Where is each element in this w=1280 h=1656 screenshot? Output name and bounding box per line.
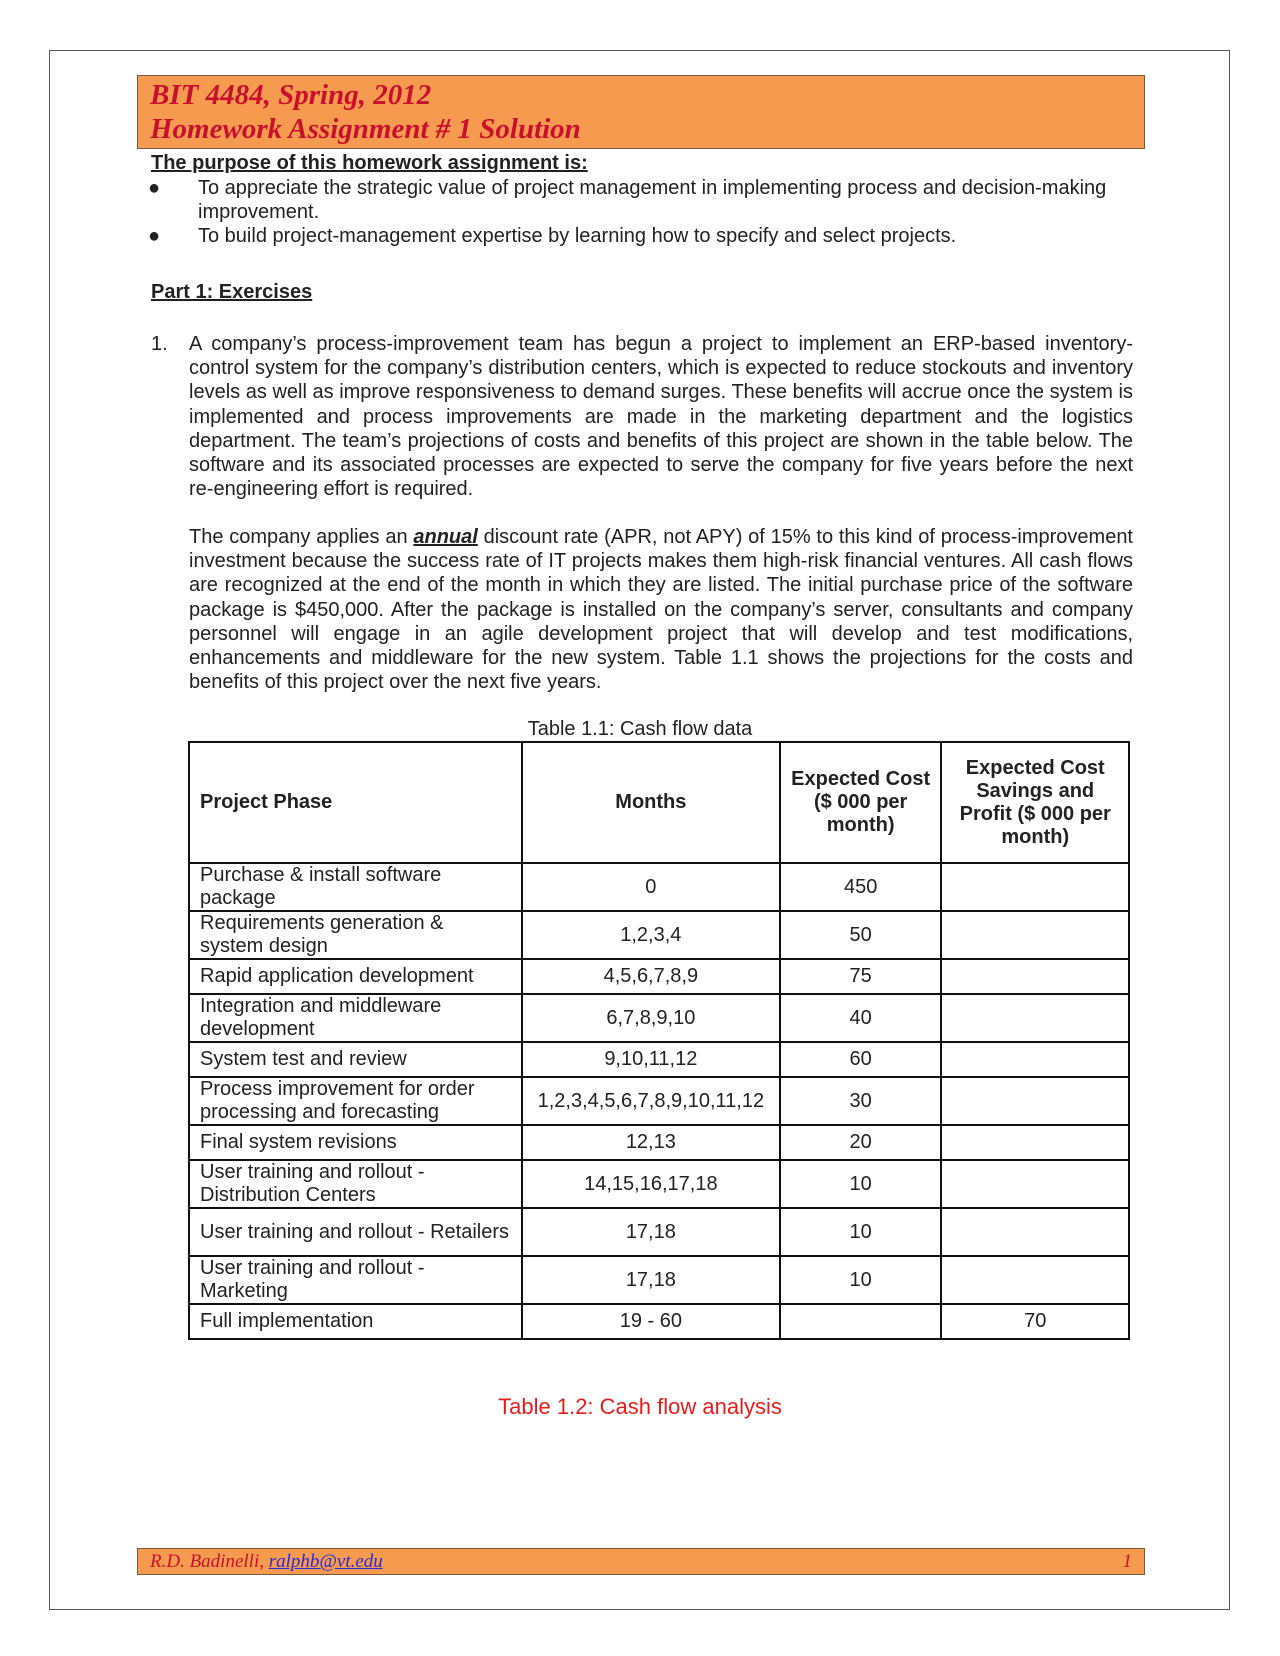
purpose-item-text: To build project-management expertise by learning how to specify and select projects. xyxy=(198,225,957,247)
purpose-item xyxy=(148,224,1118,248)
question-paragraph-2 xyxy=(189,525,1133,694)
table-row xyxy=(189,1256,1129,1304)
cell-savings xyxy=(941,863,1129,911)
column-header-savings: Expected Cost Savings and Profit ($ 000 per month) xyxy=(941,742,1129,863)
part1-heading: Part 1: Exercises xyxy=(151,281,313,303)
cell-phase: User training and rollout - Retailers xyxy=(189,1208,522,1256)
cell-savings xyxy=(941,1125,1129,1160)
bullet-icon: ● xyxy=(148,225,161,247)
cell-cost: 30 xyxy=(780,1077,942,1125)
cash-flow-table xyxy=(188,741,1130,1340)
cell-savings xyxy=(941,1208,1129,1256)
cell-phase: Rapid application development xyxy=(189,959,522,994)
cell-months: 17,18 xyxy=(522,1208,780,1256)
cell-cost: 10 xyxy=(780,1208,942,1256)
document-title-assignment: Homework Assignment # 1 Solution xyxy=(150,113,581,145)
header-band xyxy=(137,75,1145,149)
cell-cost: 20 xyxy=(780,1125,942,1160)
cell-phase: Integration and middleware development xyxy=(189,994,522,1042)
table-row xyxy=(189,994,1129,1042)
cell-savings xyxy=(941,1160,1129,1208)
column-header-cost: Expected Cost ($ 000 per month) xyxy=(780,742,942,863)
table-row xyxy=(189,863,1129,911)
footer-email-link[interactable]: ralphb@vt.edu xyxy=(268,1551,383,1572)
table-header-row xyxy=(189,742,1129,863)
page-number: 1 xyxy=(1122,1551,1132,1572)
purpose-list xyxy=(148,176,1118,248)
purpose-item-text: To appreciate the strategic value of project management in implementing process and decision-making improvement. xyxy=(198,177,1107,223)
cell-cost xyxy=(780,1304,942,1339)
cell-months: 12,13 xyxy=(522,1125,780,1160)
cell-phase: Process improvement for order processing and forecasting xyxy=(189,1077,522,1125)
table-row xyxy=(189,1304,1129,1339)
cell-phase: User training and rollout - Marketing xyxy=(189,1256,522,1304)
cell-phase: Purchase & install software package xyxy=(189,863,522,911)
cell-months: 1,2,3,4 xyxy=(522,911,780,959)
footer-band xyxy=(137,1548,1145,1575)
cell-savings xyxy=(941,994,1129,1042)
cell-cost: 50 xyxy=(780,911,942,959)
table-row xyxy=(189,911,1129,959)
purpose-item xyxy=(148,176,1118,224)
table-row xyxy=(189,1042,1129,1077)
cell-months: 14,15,16,17,18 xyxy=(522,1160,780,1208)
cell-months: 17,18 xyxy=(522,1256,780,1304)
emphasis-annual: annual xyxy=(413,526,478,548)
cell-phase: Final system revisions xyxy=(189,1125,522,1160)
table-1-2-caption: Table 1.2: Cash flow analysis xyxy=(498,1394,782,1419)
cell-months: 19 - 60 xyxy=(522,1304,780,1339)
table-row xyxy=(189,1077,1129,1125)
column-header-months: Months xyxy=(522,742,780,863)
cell-cost: 60 xyxy=(780,1042,942,1077)
cell-phase: Full implementation xyxy=(189,1304,522,1339)
question-paragraph-1: A company’s process-improvement team has begun a project to implement an ERP-based inventory-control system for the company’s distribution centers, which is expected to reduce stockouts and inventory levels as well as improve responsiveness to demand surges. These benefits will accrue once the system is implemented and process improvements are made in the marketing department and the logistics department. The team’s projections of costs and benefits of this project are shown in the table below. The software and its associated processes are expected to serve the company for five years before the next re-engineering effort is required. xyxy=(189,333,1133,501)
cell-phase: Requirements generation & system design xyxy=(189,911,522,959)
cell-cost: 75 xyxy=(780,959,942,994)
table-row xyxy=(189,1208,1129,1256)
cell-savings xyxy=(941,911,1129,959)
footer-author: R.D. Badinelli, xyxy=(150,1551,269,1572)
cell-savings xyxy=(941,1042,1129,1077)
cell-cost: 10 xyxy=(780,1160,942,1208)
cell-savings xyxy=(941,959,1129,994)
table-row xyxy=(189,959,1129,994)
cell-months: 6,7,8,9,10 xyxy=(522,994,780,1042)
cell-phase: System test and review xyxy=(189,1042,522,1077)
cell-months: 9,10,11,12 xyxy=(522,1042,780,1077)
question-number: 1. xyxy=(151,333,168,355)
paragraph-text: discount rate (APR, not APY) of 15% to this kind of process-improvement investment because the success rate of IT projects makes them high-risk financial ventures. All cash flows are recognized at the end of the month in which they are listed. The initial purchase price of the software package is $450,000. After the package is installed on the company’s server, consultants and company personnel will engage in an agile development project that will develop and test modifications, enhancements and middleware for the new system. Table 1.1 shows the projections for the costs and benefits of this project over the next five years. xyxy=(189,526,1133,694)
column-header-phase: Project Phase xyxy=(189,742,522,863)
cell-cost: 10 xyxy=(780,1256,942,1304)
cell-months: 1,2,3,4,5,6,7,8,9,10,11,12 xyxy=(522,1077,780,1125)
document-title-course: BIT 4484, Spring, 2012 xyxy=(150,79,432,111)
cell-cost: 450 xyxy=(780,863,942,911)
cell-months: 4,5,6,7,8,9 xyxy=(522,959,780,994)
cell-months: 0 xyxy=(522,863,780,911)
cell-savings xyxy=(941,1077,1129,1125)
purpose-heading: The purpose of this homework assignment is: xyxy=(151,152,588,174)
cell-phase: User training and rollout - Distribution Centers xyxy=(189,1160,522,1208)
cell-cost: 40 xyxy=(780,994,942,1042)
cell-savings xyxy=(941,1256,1129,1304)
bullet-icon: ● xyxy=(148,177,161,199)
table-row xyxy=(189,1160,1129,1208)
table-row xyxy=(189,1125,1129,1160)
paragraph-text: The company applies an xyxy=(189,526,414,548)
cell-savings: 70 xyxy=(941,1304,1129,1339)
table-1-1-caption: Table 1.1: Cash flow data xyxy=(527,718,753,740)
